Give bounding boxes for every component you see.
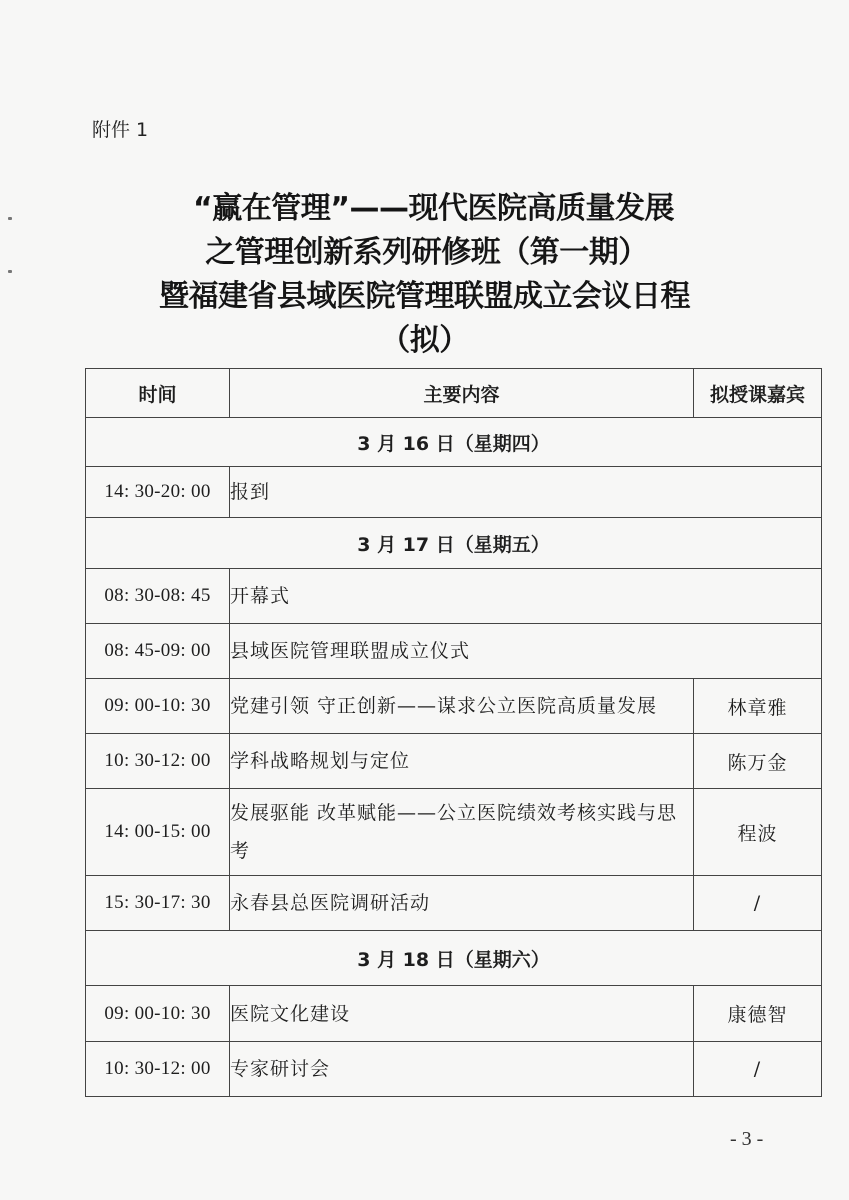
- title-line-4: （拟）: [380, 323, 469, 358]
- document-title: [0, 187, 849, 363]
- content-cell: 县域医院管理联盟成立仪式: [230, 624, 822, 679]
- speaker-cell: 程波: [694, 789, 822, 876]
- content-cell: 党建引领 守正创新——谋求公立医院高质量发展: [230, 679, 694, 734]
- date-label: 3 月 16 日（星期四）: [86, 418, 822, 467]
- table-row: [86, 467, 822, 518]
- table-row: [86, 789, 822, 876]
- speaker-cell: /: [694, 876, 822, 931]
- table-row: [86, 624, 822, 679]
- time-cell: 10: 30-12: 00: [86, 734, 230, 789]
- header-speaker: 拟授课嘉宾: [694, 369, 822, 418]
- speaker-cell: 陈万金: [694, 734, 822, 789]
- date-row: [86, 518, 822, 569]
- content-cell: 永春县总医院调研活动: [230, 876, 694, 931]
- date-row: [86, 931, 822, 986]
- time-cell: 08: 45-09: 00: [86, 624, 230, 679]
- date-row: [86, 418, 822, 467]
- title-line-1: “赢在管理”——现代医院高质量发展: [193, 191, 674, 226]
- table-row: [86, 679, 822, 734]
- table-row: [86, 734, 822, 789]
- content-cell: 学科战略规划与定位: [230, 734, 694, 789]
- title-line-3: 暨福建省县域医院管理联盟成立会议日程: [159, 279, 690, 314]
- date-label: 3 月 18 日（星期六）: [86, 931, 822, 986]
- content-cell: 医院文化建设: [230, 986, 694, 1042]
- title-line-2: 之管理创新系列研修班（第一期）: [205, 235, 648, 270]
- time-cell: 08: 30-08: 45: [86, 569, 230, 624]
- speaker-cell: /: [694, 1042, 822, 1097]
- header-content: 主要内容: [230, 369, 694, 418]
- time-cell: 14: 30-20: 00: [86, 467, 230, 518]
- content-cell: 发展驱能 改革赋能——公立医院绩效考核实践与思考: [230, 789, 694, 876]
- table-header-row: [86, 369, 822, 418]
- table-row: [86, 1042, 822, 1097]
- content-cell: 开幕式: [230, 569, 822, 624]
- schedule-table: [85, 368, 822, 1097]
- table-row: [86, 876, 822, 931]
- time-cell: 15: 30-17: 30: [86, 876, 230, 931]
- speaker-cell: 林章雅: [694, 679, 822, 734]
- speaker-cell: 康德智: [694, 986, 822, 1042]
- time-cell: 09: 00-10: 30: [86, 986, 230, 1042]
- content-cell: 报到: [230, 467, 822, 518]
- content-cell: 专家研讨会: [230, 1042, 694, 1097]
- date-label: 3 月 17 日（星期五）: [86, 518, 822, 569]
- time-cell: 09: 00-10: 30: [86, 679, 230, 734]
- table-row: [86, 569, 822, 624]
- attachment-label: 附件 1: [92, 119, 149, 141]
- page-number: - 3 -: [730, 1128, 764, 1150]
- header-time: 时间: [86, 369, 230, 418]
- table-row: [86, 986, 822, 1042]
- time-cell: 10: 30-12: 00: [86, 1042, 230, 1097]
- time-cell: 14: 00-15: 00: [86, 789, 230, 876]
